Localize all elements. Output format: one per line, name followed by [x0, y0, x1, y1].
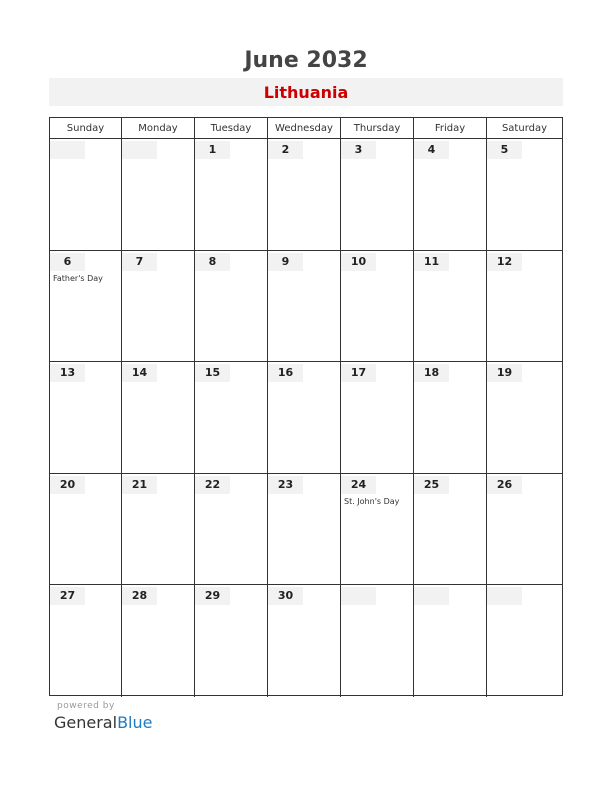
day-number: 18 [414, 364, 449, 382]
country-banner [49, 78, 563, 106]
week-row [50, 251, 562, 363]
day-number: 22 [195, 476, 230, 494]
day-cell [414, 139, 487, 250]
day-number: 28 [122, 587, 157, 605]
day-cell [122, 585, 195, 697]
day-number: 10 [341, 253, 376, 271]
day-number [50, 141, 85, 159]
day-number: 15 [195, 364, 230, 382]
weekday-header: Thursday [341, 118, 414, 139]
day-cell [341, 585, 414, 697]
day-number: 19 [487, 364, 522, 382]
week-row [50, 474, 562, 586]
day-cell [268, 474, 341, 585]
page-title: June 2032 [244, 48, 368, 73]
day-cell [341, 139, 414, 250]
day-number: 4 [414, 141, 449, 159]
day-cell [341, 251, 414, 362]
day-cell [414, 585, 487, 697]
weekday-header: Sunday [50, 118, 122, 139]
weekday-header: Saturday [501, 123, 548, 134]
day-cell [50, 251, 122, 362]
day-cell [195, 251, 268, 362]
day-cell [268, 585, 341, 697]
day-number: 14 [122, 364, 157, 382]
powered-by-text: powered by [57, 701, 115, 711]
day-cell [195, 585, 268, 697]
day-cell [268, 139, 341, 250]
day-number: 29 [195, 587, 230, 605]
day-number: 25 [414, 476, 449, 494]
weekday-header-row [50, 118, 562, 139]
day-cell [122, 251, 195, 362]
day-number: 16 [268, 364, 303, 382]
day-number: 2 [268, 141, 303, 159]
holiday-label: Father's Day [53, 273, 103, 283]
weekday-header: Wednesday [268, 118, 341, 139]
day-number: 30 [268, 587, 303, 605]
day-number [487, 587, 522, 605]
day-cell [268, 251, 341, 362]
day-number: 1 [195, 141, 230, 159]
brand-logo[interactable] [54, 713, 152, 733]
day-number [122, 141, 157, 159]
calendar-grid [49, 117, 563, 696]
day-number: 26 [487, 476, 522, 494]
day-number: 21 [122, 476, 157, 494]
day-cell [487, 362, 562, 473]
day-number: 5 [487, 141, 522, 159]
country-name: Lithuania [263, 83, 349, 102]
week-row [50, 585, 562, 697]
day-cell [487, 139, 562, 250]
day-number: 27 [50, 587, 85, 605]
day-cell [122, 362, 195, 473]
day-number: 8 [195, 253, 230, 271]
day-cell [487, 474, 562, 585]
day-number: 17 [341, 364, 376, 382]
day-cell [50, 362, 122, 473]
day-cell [50, 474, 122, 585]
week-row [50, 362, 562, 474]
day-cell [195, 139, 268, 250]
day-cell [487, 585, 562, 697]
day-number: 6 [50, 253, 85, 271]
day-number: 3 [341, 141, 376, 159]
day-number: 20 [50, 476, 85, 494]
day-cell [341, 474, 414, 585]
weekday-header: Monday [122, 118, 195, 139]
day-cell [341, 362, 414, 473]
day-number: 13 [50, 364, 85, 382]
day-number: 9 [268, 253, 303, 271]
day-cell [50, 585, 122, 697]
day-number [414, 587, 449, 605]
brand-general-text: General [54, 713, 118, 732]
day-number: 7 [122, 253, 157, 271]
week-row [50, 139, 562, 251]
weeks-container [50, 139, 562, 697]
day-number: 12 [487, 253, 522, 271]
day-cell [122, 139, 195, 250]
day-cell [414, 474, 487, 585]
day-cell [195, 362, 268, 473]
weekday-header: Friday [414, 118, 487, 139]
day-cell [195, 474, 268, 585]
day-cell [487, 251, 562, 362]
day-number: 11 [414, 253, 449, 271]
day-number: 24 [341, 476, 376, 494]
day-number: 23 [268, 476, 303, 494]
day-cell [414, 362, 487, 473]
weekday-header: Tuesday [195, 118, 268, 139]
day-cell [268, 362, 341, 473]
day-cell [122, 474, 195, 585]
day-cell [414, 251, 487, 362]
brand-blue-text: Blue [117, 713, 153, 732]
day-cell [50, 139, 122, 250]
holiday-label: St. John's Day [344, 496, 400, 506]
day-number [341, 587, 376, 605]
